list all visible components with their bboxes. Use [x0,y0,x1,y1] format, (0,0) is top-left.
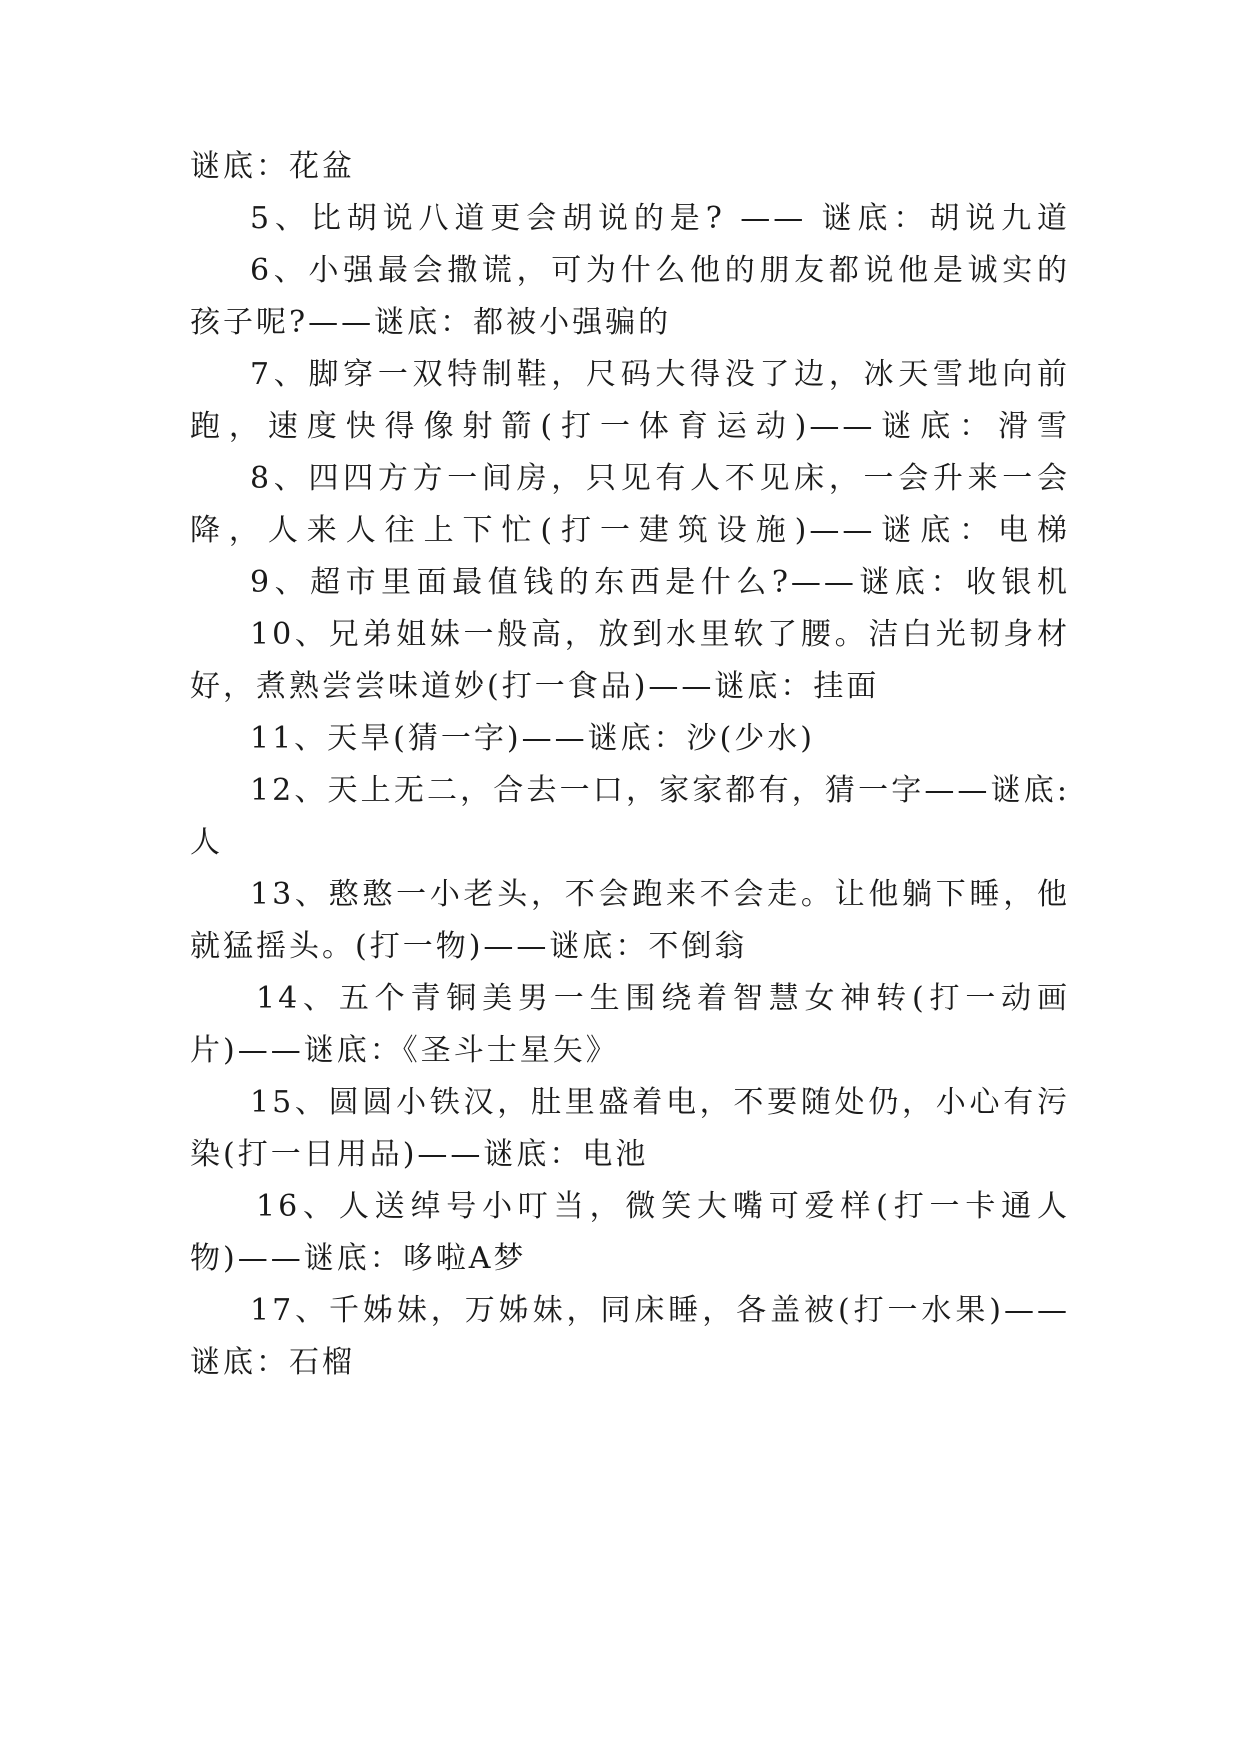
riddle-11: 11、天旱(猜一字)——谜底：沙(少水) [250,721,815,756]
riddle-17-line-1: 17、千姊妹，万姊妹，同床睡，各盖被(打一水果)—— [250,1293,1070,1328]
text-line: 谜底：花盆 [190,149,355,184]
riddle-15-line-2: 染(打一日用品)——谜底：电池 [190,1137,649,1172]
riddle-8-line-2: 降，人来人往上下忙(打一建筑设施)——谜底：电梯 [190,513,1070,548]
riddle-8-line-1: 8、四四方方一间房，只见有人不见床，一会升来一会 [250,461,1070,496]
riddle-12-line-1: 12、天上无二，合去一口，家家都有，猜一字——谜底: [250,773,1070,808]
riddle-14-line-1: 14、五个青铜美男一生围绕着智慧女神转(打一动画 [256,981,1070,1016]
riddle-17-line-2: 谜底：石榴 [190,1345,355,1380]
riddle-6-line-2: 孩子呢?——谜底：都被小强骗的 [190,305,672,340]
riddle-6-line-1: 6、小强最会撒谎，可为什么他的朋友都说他是诚实的 [250,253,1070,288]
riddle-16-line-1: 16、人送绰号小叮当，微笑大嘴可爱样(打一卡通人 [256,1189,1070,1224]
riddle-13-line-1: 13、憨憨一小老头，不会跑来不会走。让他躺下睡，他 [250,877,1070,912]
riddle-7-line-1: 7、脚穿一双特制鞋，尺码大得没了边，冰天雪地向前 [250,357,1070,392]
riddle-5: 5、比胡说八道更会胡说的是? —— 谜底：胡说九道 [250,201,1070,236]
riddle-10-line-2: 好，煮熟尝尝味道妙(打一食品)——谜底：挂面 [190,669,880,704]
riddle-9: 9、超市里面最值钱的东西是什么?——谜底：收银机 [250,565,1070,600]
riddle-16-line-2: 物)——谜底：哆啦A梦 [190,1241,527,1276]
riddle-10-line-1: 10、兄弟姐妹一般高，放到水里软了腰。洁白光韧身材 [250,617,1070,652]
riddle-15-line-1: 15、圆圆小铁汉，肚里盛着电，不要随处仍，小心有污 [250,1085,1070,1120]
riddle-12-line-2: 人 [190,825,223,860]
riddle-13-line-2: 就猛摇头。(打一物)——谜底：不倒翁 [190,929,748,964]
riddle-7-line-2: 跑，速度快得像射箭(打一体育运动)——谜底：滑雪 [190,409,1070,444]
riddle-14-line-2: 片)——谜底：《圣斗士星矢》 [190,1033,619,1068]
